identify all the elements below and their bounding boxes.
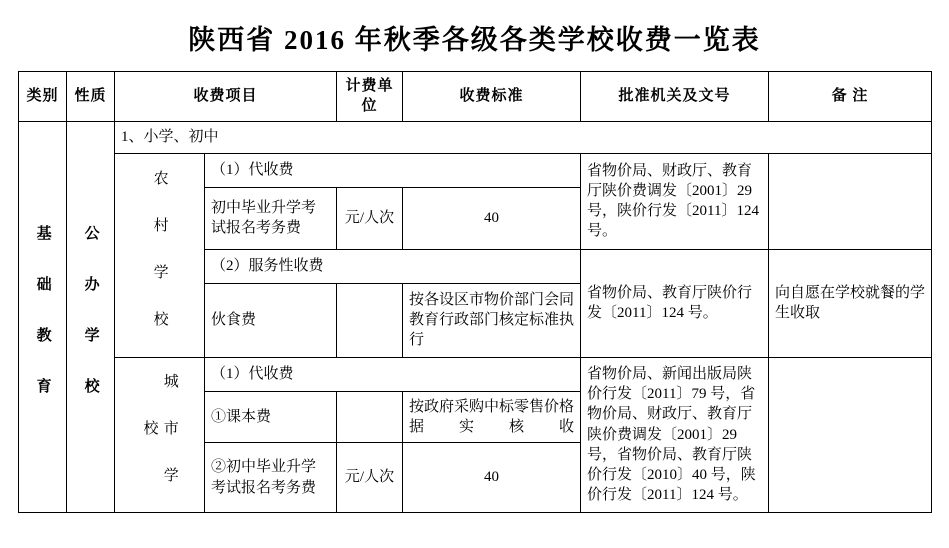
fee-schedule-table	[18, 71, 932, 513]
header-category: 类别	[19, 72, 67, 122]
urban-item-name-textbook: ①课本费	[205, 392, 337, 443]
header-approval: 批准机关及文号	[581, 72, 769, 122]
rural-remark-1	[769, 153, 932, 249]
urban-approval: 省物价局、新闻出版局陕价行发〔2011〕79 号，省物价局、财政厅、教育厅陕价费调发〔2001〕29 号，省物价局、教育厅陕价行发〔2010〕40 号，陕价行发〔2011〕124 号。	[581, 357, 769, 512]
header-unit: 计费单位	[337, 72, 403, 122]
cell-school-type-urban: 城 市 学 校	[115, 357, 205, 512]
rural-approval-2: 省物价局、教育厅陕价行发〔2011〕124 号。	[581, 249, 769, 357]
table-header-row	[19, 72, 932, 122]
urban-item-unit-textbook	[337, 392, 403, 443]
urban-item-unit-exam-fee: 元/人次	[337, 443, 403, 512]
rural-subsection-1-label: （1）代收费	[205, 153, 581, 187]
page-title: 陕西省 2016 年秋季各级各类学校收费一览表	[188, 25, 761, 55]
cell-school-type-rural: 农 村 学 校	[115, 153, 205, 357]
rural-item-name-meal-fee: 伙食费	[205, 283, 337, 357]
rural-approval-1: 省物价局、财政厅、教育厅陕价费调发〔2001〕29 号，陕价行发〔2011〕124 号。	[581, 153, 769, 249]
rural-item-unit-meal-fee	[337, 283, 403, 357]
section-title-row	[19, 121, 932, 153]
cell-nature: 公 办 学 校	[67, 121, 115, 512]
header-nature: 性质	[67, 72, 115, 122]
urban-subsection-1-row	[19, 357, 932, 392]
urban-subsection-1-label: （1）代收费	[205, 357, 581, 392]
rural-item-standard-meal-fee: 按各设区市物价部门会同教育行政部门核定标准执行	[403, 283, 581, 357]
cell-category: 基 础 教 育	[19, 121, 67, 512]
header-fee-item: 收费项目	[115, 72, 337, 122]
rural-item-standard-exam-fee: 40	[403, 187, 581, 249]
rural-subsection-2-label: （2）服务性收费	[205, 249, 581, 283]
urban-item-name-exam-fee: ②初中毕业升学考试报名考务费	[205, 443, 337, 512]
section-title: 1、小学、初中	[115, 121, 932, 153]
urban-item-standard-textbook: 按政府采购中标零售价格据实核收	[403, 392, 581, 443]
rural-item-name-exam-fee: 初中毕业升学考试报名考务费	[205, 187, 337, 249]
header-remark: 备 注	[769, 72, 932, 122]
urban-remark	[769, 357, 932, 512]
rural-subsection-1-row	[19, 153, 932, 187]
rural-remark-2: 向自愿在学校就餐的学生收取	[769, 249, 932, 357]
urban-item-standard-exam-fee: 40	[403, 443, 581, 512]
header-standard: 收费标准	[403, 72, 581, 122]
rural-item-unit-exam-fee: 元/人次	[337, 187, 403, 249]
